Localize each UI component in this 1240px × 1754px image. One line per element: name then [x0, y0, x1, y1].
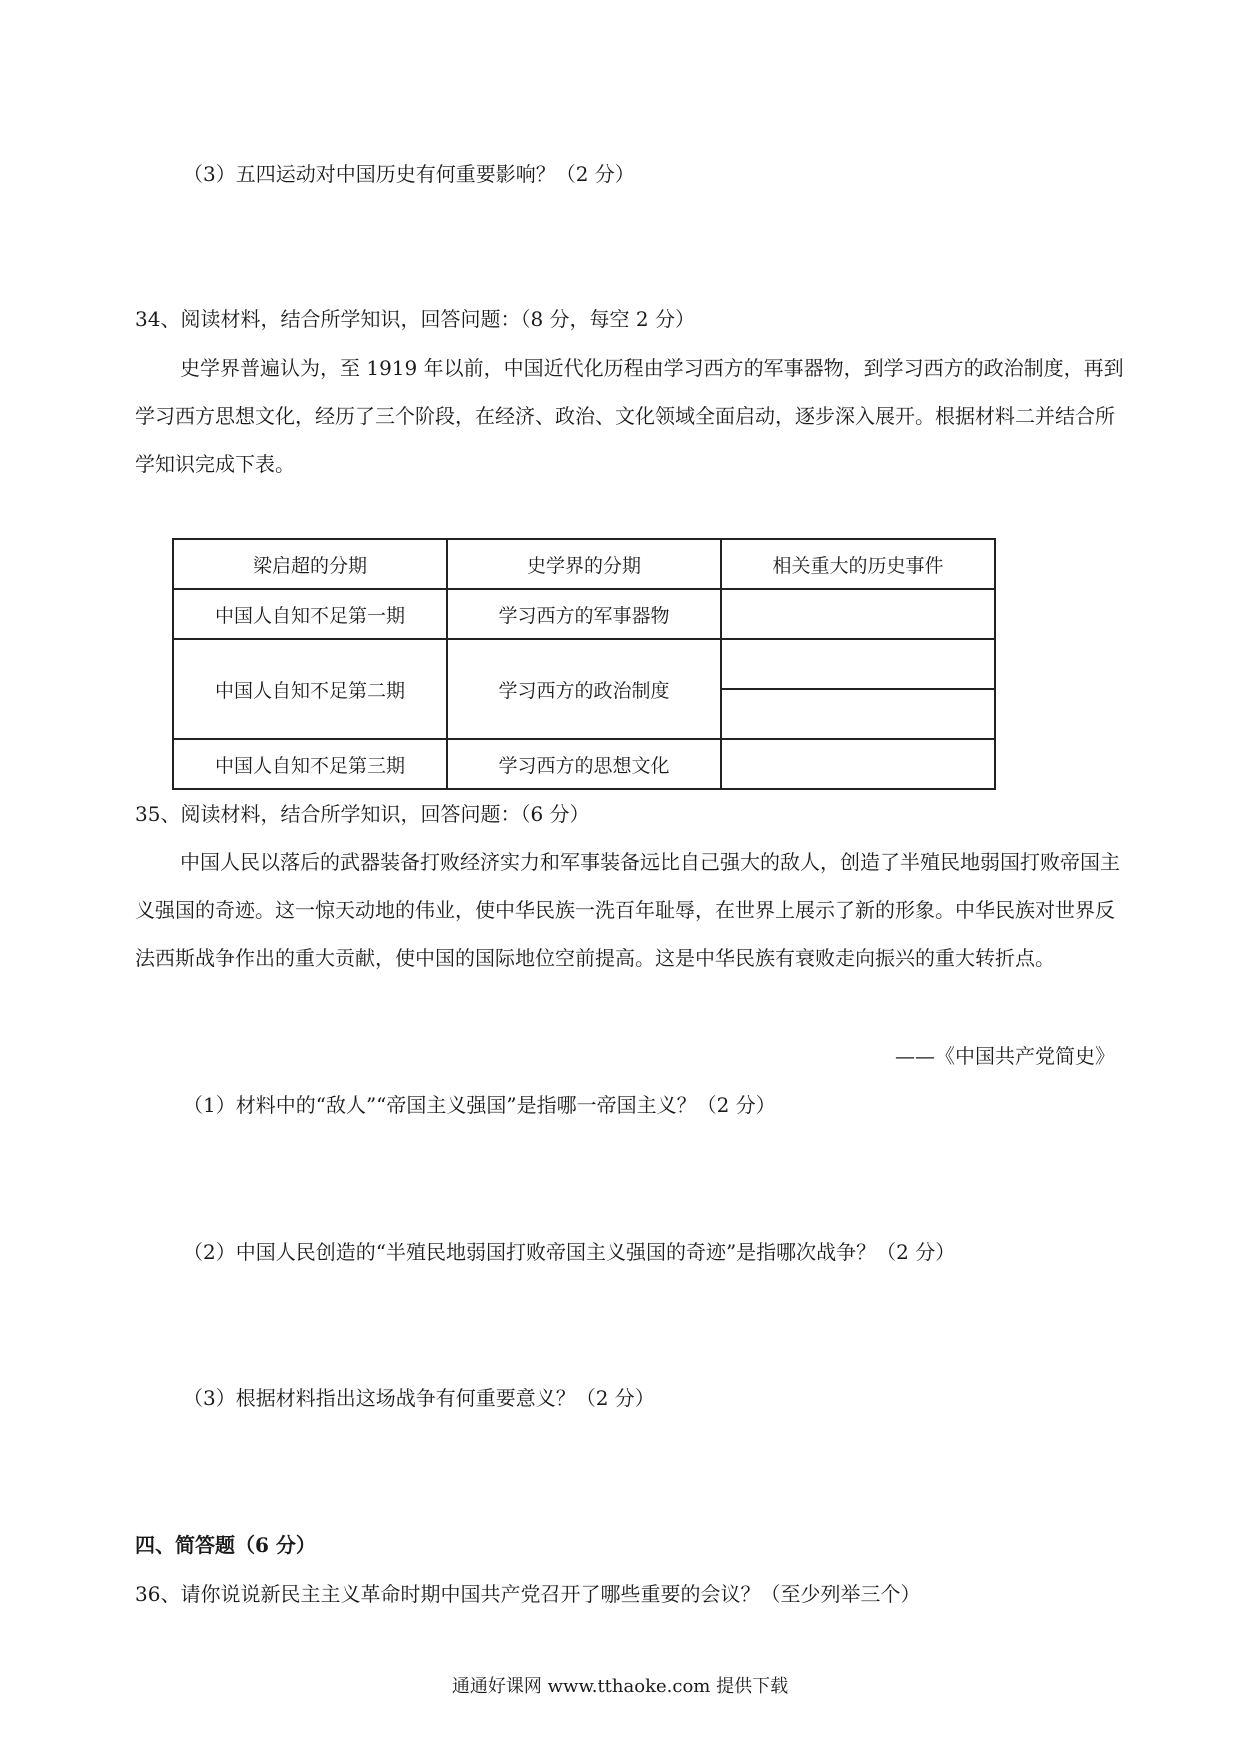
table-header: 梁启超的分期 — [173, 539, 447, 589]
table-row — [173, 589, 995, 639]
q36: 36、请你说说新民主主义革命时期中国共产党召开了哪些重要的会议？（至少列举三个） — [135, 1582, 921, 1606]
table-row — [173, 639, 995, 689]
q34-header: 34、阅读材料，结合所学知识，回答问题：（8 分，每空 2 分） — [135, 307, 695, 331]
answer-cell[interactable] — [721, 589, 995, 639]
answer-cell[interactable] — [721, 689, 995, 739]
stage-cell: 学习西方的政治制度 — [447, 639, 721, 739]
section4-title: 四、简答题（6 分） — [135, 1533, 316, 1557]
answer-cell[interactable] — [721, 739, 995, 789]
table-header-row — [173, 539, 995, 589]
table-row — [173, 739, 995, 789]
stage-cell: 学习西方的思想文化 — [447, 739, 721, 789]
stage-cell: 学习西方的军事器物 — [447, 589, 721, 639]
period-cell: 中国人自知不足第一期 — [173, 589, 447, 639]
q35-header: 35、阅读材料，结合所学知识，回答问题：（6 分） — [135, 802, 590, 826]
q35-sub3: （3）根据材料指出这场战争有何重要意义？（2 分） — [183, 1386, 655, 1410]
q35-source: ——《中国共产党简史》 — [895, 1044, 1115, 1068]
period-cell: 中国人自知不足第三期 — [173, 739, 447, 789]
q34-material: 史学界普遍认为，至 1919 年以前，中国近代化历程由学习西方的军事器物，到学习西方的政治制度，再到学习西方思想文化，经历了三个阶段，在经济、政治、文化领域全面启动，逐步深入展开。根据材料二并结合所学知识完成下表。 — [135, 356, 1124, 476]
table-header: 史学界的分期 — [447, 539, 721, 589]
period-cell: 中国人自知不足第二期 — [173, 639, 447, 739]
q35-material: 中国人民以落后的武器装备打败经济实力和军事装备远比自己强大的敌人，创造了半殖民地弱国打败帝国主义强国的奇迹。这一惊天动地的伟业，使中华民族一洗百年耻辱，在世界上展示了新的形象。中华民族对世界反法西斯战争作出的重大贡献，使中国的国际地位空前提高。这是中华民族有衰败走向振兴的重大转折点。 — [135, 850, 1120, 970]
q35-sub2: （2）中国人民创造的“半殖民地弱国打败帝国主义强国的奇迹”是指哪次战争？（2 分） — [183, 1240, 956, 1264]
footer: 通通好课网 www.tthaoke.com 提供下载 — [451, 1676, 789, 1697]
q33-sub3: （3）五四运动对中国历史有何重要影响？（2 分） — [183, 162, 635, 186]
periods-table — [172, 538, 996, 790]
q35-sub1: （1）材料中的“敌人”“帝国主义强国”是指哪一帝国主义？（2 分） — [183, 1093, 776, 1117]
table-header: 相关重大的历史事件 — [721, 539, 995, 589]
answer-cell[interactable] — [721, 639, 995, 689]
